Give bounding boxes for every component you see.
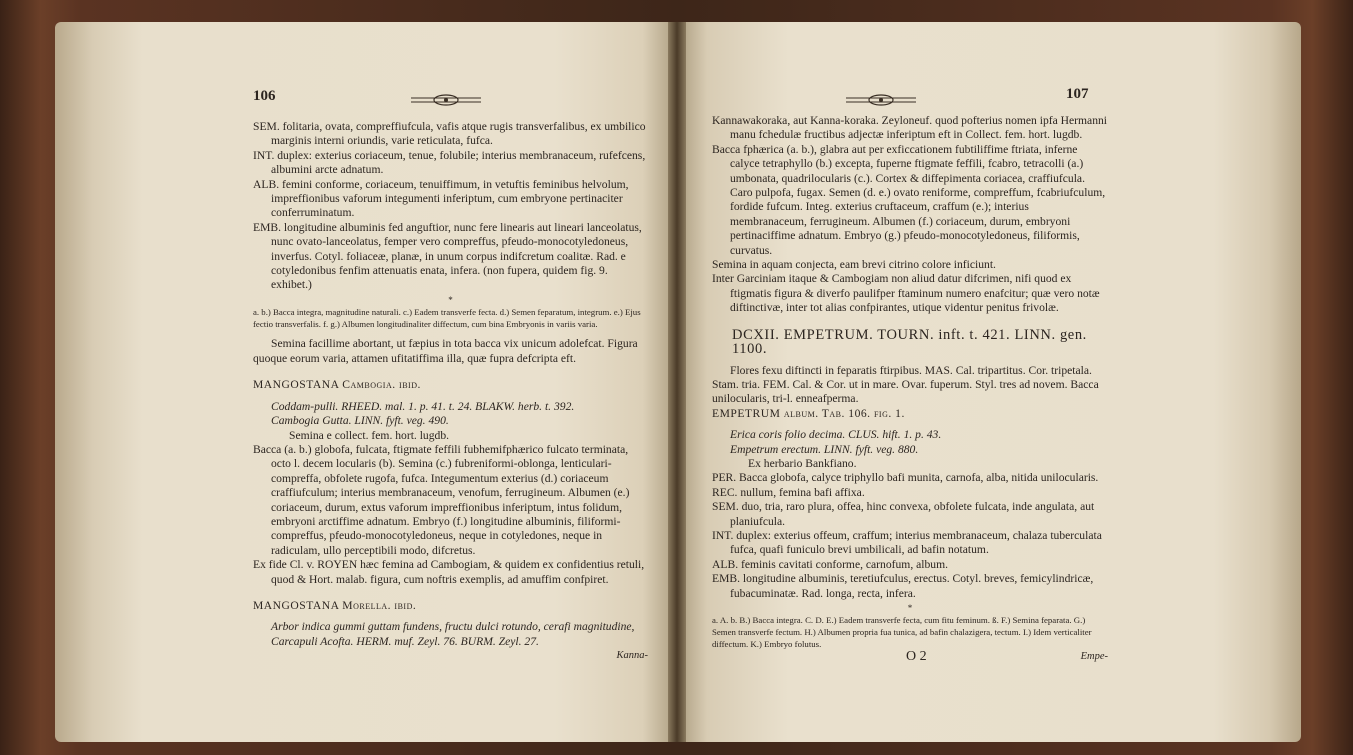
genus-heading: DCXII. EMPETRUM. TOURN. inft. t. 421. LINN. gen. 1100. <box>732 326 1087 358</box>
left-page-text <box>253 120 648 664</box>
right-page <box>676 22 1301 742</box>
text-line: SEM. duo, tria, raro plura, offea, hinc convexa, obfolete fulcata, inde angulata, aut planiufcula. <box>712 500 1095 528</box>
headpiece-ornament <box>846 94 916 106</box>
synonym-line: Coddam-pulli. RHEED. mal. 1. p. 41. t. 24. BLAKW. herb. t. 392. <box>271 399 575 413</box>
book-gutter <box>668 22 686 742</box>
signature-mark: O 2 <box>905 649 927 665</box>
synonym-line: Empetrum erectum. LINN. fyft. veg. 880. <box>730 442 919 456</box>
text-line: SEM. folitaria, ovata, compreffiufcula, vafis atque rugis transverfalibus, ex umbilico marginis interni oriundis, varie reticulata, fufca. <box>253 120 646 148</box>
synonym-line: Arbor indica gummi guttam fundens, fructu dulci rotundo, cerafi magnitudine, Carcapuli Acofta. HERM. muf. Zeyl. 76. BURM. Zeyl. 27. <box>271 620 635 648</box>
text-line: Semina facillime abortant, ut fæpius in tota bacca vix unicum adolefcat. Figura quoque eorum varia, attamen ufitatiffima illa, quæ fupra defcripta eft. <box>253 337 638 365</box>
text-line: Bacca (a. b.) globofa, fulcata, ftigmate feffili fubhemifphærico fulcato terminata, octo l. decem locularis (b). Semina (c.) fubreniformi-oblonga, lenticulari-compreffa, obfolete rugofa, fufca. Integumentum exterius (d.) coriaceum craffiufculum; interius membranaceum, venofum, ferrugineum. Albumen (e.) coriaceum, durum, extus vaforum impreffionibus inferiptum, intus folidum, embryoni arctiffime adnatum. Embryo (f.) longitudine albuminis, filiformi-compreffus, pfeudo-monocotyledoneus, neque in cotyledones, neque in radiculam, ullo perceptibili modo, difcretus. <box>253 442 630 557</box>
page-number: 106 <box>253 88 276 104</box>
asterisk-mark: * <box>907 603 913 613</box>
catchword: Empe- <box>1080 651 1108 663</box>
text-line: REC. nullum, femina bafi affixa. <box>712 485 865 499</box>
text-line: EMB. longitudine albuminis fed anguftior, nunc fere linearis aut lineari lanceolatus, nunc ovato-lanceolatus, femper vero compreffus, pfeudo-monocotyledoneus, inverfus. Cotyl. foliaceæ, planæ, in unum corpus indifcretum coalitæ. Rad. e cotyledonibus fenfim attenuatis enata, infera. (non fupera, quidem fig. 9. exhibet.) <box>253 220 642 292</box>
synonym-line: Erica coris folio decima. CLUS. hift. 1. p. 43. <box>730 428 942 442</box>
species-heading: MANGOSTANA Morella. ibid. <box>253 598 417 612</box>
figure-note: a. A. b. B.) Bacca integra. C. D. E.) Eadem transverfe fecta, cum fitu feminum. ß. F.) Semina feparata. G.) Semen transverfe fectum. H.) Albumen propria fua tunica, ad bafin chalazigera, tectum. I.) Idem verticaliter diffectum. K.) Embryo folutus. <box>712 615 1092 649</box>
text-line: INT. duplex: exterius coriaceum, tenue, folubile; interius membranaceum, rufefcens, albumini arcte adnatum. <box>253 148 646 177</box>
text-line: PER. Bacca globofa, calyce triphyllo bafi munita, carnofa, alba, nitida unilocularis. <box>712 471 1099 485</box>
synonym-line: Cambogia Gutta. LINN. fyft. veg. 490. <box>271 414 449 428</box>
figure-note: a. b.) Bacca integra, magnitudine naturali. c.) Eadem transverfe fecta. d.) Semen feparatum, integrum. e.) Ejus fectio transverfalis. f. g.) Albumen longitudinaliter diffectum, cum bina Embryonis in variis varia. <box>253 307 641 329</box>
text-line: Ex fide Cl. v. ROYEN hæc femina ad Cambogiam, & quidem ex confidentius retuli, quod & Hort. malab. figura, cum noftris exemplis, ad amuffim confpiret. <box>253 558 645 586</box>
text-line: EMB. longitudine albuminis, teretiufculus, erectus. Cotyl. breves, femicylindricæ, fubacuminatæ. Rad. longa, recta, infera. <box>712 572 1094 600</box>
text-line: Bacca fphærica (a. b.), glabra aut per exficcationem fubtiliffime ftriata, inferne calyce tetraphyllo (b.) excepta, fuperne ftigmate feffili, fcabro, tetracolli (a.) umbonata, quadrilocularis (c.). Cortex & diffepimenta coriacea, craffiufcula. Caro pulpofa, fugax. Semen (d. e.) ovato reniforme, compreffum, fcabriufculum, fordide fufcum. Integ. exterius cruftaceum, craffum (e.); interius membranaceum, ferrugineum. Albumen (f.) coriaceum, durum, embryoni pertinaciffime adnatum. Embryo (g.) pfeudo-monocotyledoneus, filiformis, curvatus. <box>712 142 1106 257</box>
page-number: 107 <box>1066 86 1089 102</box>
text-line: Kannawakoraka, aut Kanna-koraka. Zeyloneuf. quod pofterius nomen ipfa Hermanni manu fchedulæ fructibus adjectæ inferiptum eft in Collect. fem. hort. lugdb. <box>712 114 1108 142</box>
species-heading: MANGOSTANA Cambogia. ibid. <box>253 378 421 392</box>
text-line: Flores fexu diftincti in feparatis ftirpibus. MAS. Cal. tripartitus. Cor. tripetala. Stam. tria. FEM. Cal. & Cor. ut in mare. Ovar. fuperum. Styl. tres ad novem. Bacca unilocularis, tri-l. enneafperma. <box>712 363 1099 406</box>
left-page <box>55 22 680 742</box>
text-line: INT. duplex: exterius offeum, craffum; interius membranaceum, chalaza tuberculata fufca, quafi funiculo brevi umbilicali, ad bafin notatum. <box>712 528 1102 557</box>
headpiece-ornament <box>411 94 481 106</box>
text-line: Semina e collect. fem. hort. lugdb. <box>289 428 450 442</box>
catchword: Kanna- <box>616 650 648 662</box>
species-heading: EMPETRUM album. Tab. 106. fig. 1. <box>712 406 905 420</box>
text-line: Ex herbario Bankfiano. <box>748 456 857 470</box>
right-page-text <box>712 114 1108 665</box>
text-line: ALB. feminis cavitati conforme, carnofum, album. <box>712 557 948 571</box>
text-line: Inter Garciniam itaque & Cambogiam non aliud datur difcrimen, nifi quod ex ftigmatis figura & diverfo paulifper ftaminum numero enafcitur; quæ vero notæ diftinctivæ, inter tot alias confpirantes, utique videntur penitus frivolæ. <box>712 272 1100 315</box>
text-line: ALB. femini conforme, coriaceum, tenuiffimum, in vetuftis feminibus helvolum, impreffionibus vaforum integumenti inferiptum, cum embryone pertinaciter conferruminatum. <box>253 177 629 220</box>
text-line: Semina in aquam conjecta, eam brevi citrino colore inficiunt. <box>712 258 996 272</box>
asterisk-mark: * <box>448 294 453 305</box>
